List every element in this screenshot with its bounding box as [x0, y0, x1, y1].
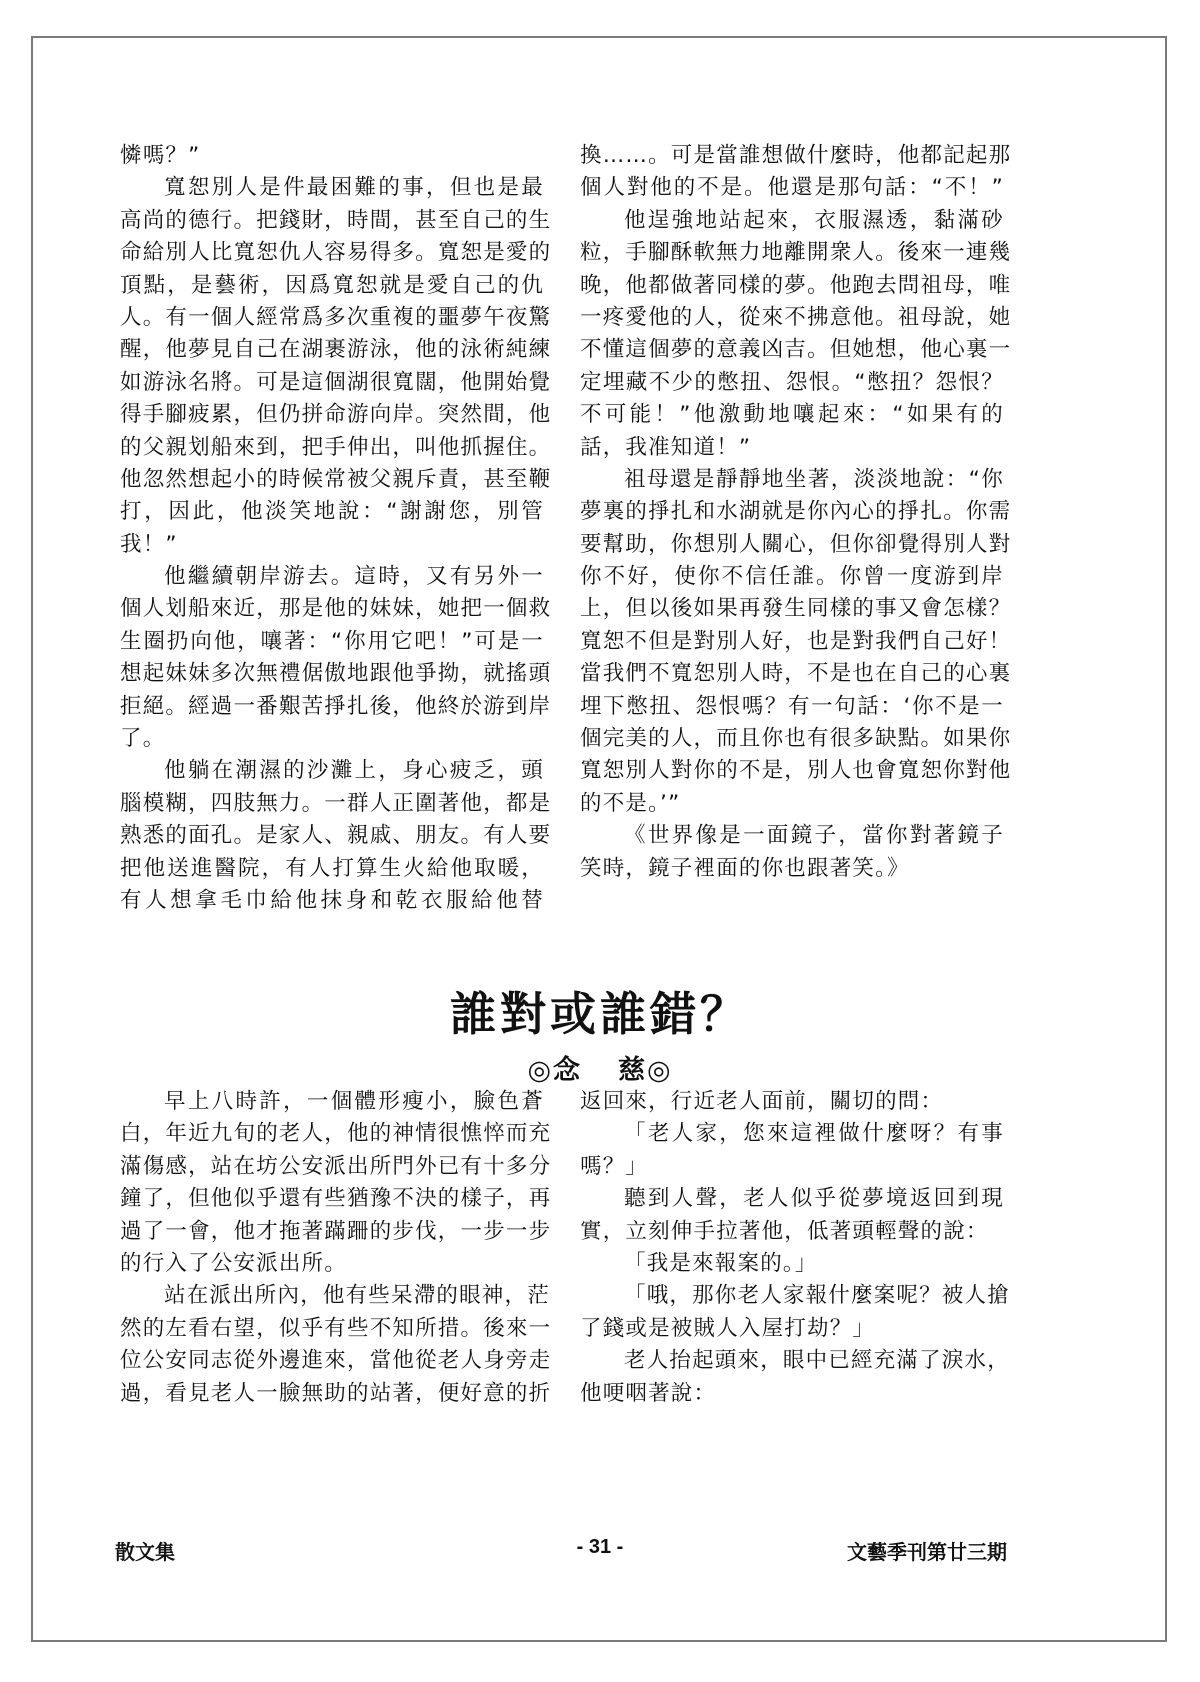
- text-line: 人。有一個人經常爲多次重複的噩夢午夜驚: [120, 304, 552, 330]
- text-line: 了錢或是被賊人入屋打劫？」: [580, 1315, 876, 1341]
- text-line: 要幫助，你想別人關心，但你卻覺得別人對: [580, 531, 1012, 557]
- text-line: 白，年近九旬的老人，他的神情很憔悴而充: [120, 1121, 552, 1147]
- text-line: 有人想拿毛巾給他抹身和乾衣服給他替: [120, 887, 544, 913]
- text-line: 站在派出所內，他有些呆滯的眼神，茫: [164, 1283, 550, 1309]
- article2-author: [0, 1048, 1200, 1087]
- text-line: 「我是來報案的。」: [624, 1250, 818, 1276]
- text-line: 熟悉的面孔。是家人、親戚、朋友。有人要: [120, 823, 552, 849]
- text-line: 他躺在潮濕的沙灘上，身心疲乏，頭: [164, 758, 544, 784]
- text-line: 返回來，行近老人面前，關切的問：: [580, 1089, 944, 1114]
- text-line: 命給別人比寬恕仇人容易得多。寬恕是愛的: [120, 240, 552, 266]
- text-line: 老人抬起頭來，眼中已經充滿了淚水，: [624, 1348, 1010, 1374]
- text-line: 高尚的德行。把錢財，時間，甚至自己的生: [120, 207, 552, 233]
- text-line: 不可能！”他激動地嚷起來：“如果有的: [580, 402, 1004, 428]
- text-line: 祖母還是靜靜地坐著，淡淡地說：“你: [624, 466, 1004, 492]
- text-line: 「老人家，您來這裡做什麼呀？有事: [624, 1121, 1004, 1147]
- text-line: 醒，他夢見自己在湖裹游泳，他的泳術純練: [120, 337, 552, 363]
- footer-section-name: 散文集: [115, 1542, 175, 1564]
- text-line: 過，看見老人一臉無助的站著，便好意的折: [120, 1380, 552, 1406]
- text-line: 當我們不寬恕別人時，不是也在自己的心裏: [580, 661, 1012, 687]
- text-line: 鐘了，但他似乎還有些猶豫不決的樣子，再: [120, 1186, 552, 1212]
- text-line: 話，我准知道！”: [580, 434, 752, 460]
- text-line: 寬恕別人是件最困難的事，但也是最: [164, 175, 544, 201]
- text-line: 滿傷感，站在坊公安派出所門外已有十多分: [120, 1153, 552, 1179]
- text-line: 寬恕別人對你的不是，別人也會寬恕你對他: [580, 758, 1012, 784]
- article2-title: 誰對或誰錯？: [450, 987, 750, 1041]
- text-line: 實，立刻伸手拉著他，低著頭輕聲的說：: [580, 1218, 989, 1244]
- author-prefix: ◎念: [527, 1055, 582, 1086]
- text-line: 他逞強地站起來，衣服濕透，黏滿砂: [624, 207, 1004, 233]
- text-line: 嗎？」: [580, 1153, 649, 1179]
- text-line: 打，因此，他淡笑地說：“謝謝您，別管: [120, 499, 544, 525]
- text-line: 生圈扔向他，嚷著：“你用它吧！”可是一: [120, 628, 544, 654]
- text-line: 腦模糊，四肢無力。一群人正圍著他，都是: [120, 790, 552, 816]
- text-line: 埋下憋扭、怨恨嗎？有一句話：‘你不是一: [580, 693, 1004, 719]
- text-line: 早上八時許，一個體形瘦小，臉色蒼: [164, 1089, 544, 1114]
- text-line: 他忽然想起小的時候常被父親斥責，甚至鞭: [120, 466, 552, 492]
- text-line: 粒，手腳酥軟無力地離開衆人。後來一連幾: [580, 240, 1012, 266]
- text-line: 一疼愛他的人，從來不拂意他。祖母說，她: [580, 304, 1012, 330]
- text-line: 如游泳名將。可是這個湖很寬闊，他開始覺: [120, 369, 552, 395]
- text-line: 他繼續朝岸游去。這時，又有另外一: [164, 564, 544, 590]
- text-line: 憐嗎？”: [120, 143, 201, 168]
- text-line: 「哦，那你老人家報什麼案呢？被人搶: [624, 1283, 1010, 1309]
- text-line: 你不好，使你不信任誰。你曾一度游到岸: [580, 564, 1004, 590]
- text-line: 位公安同志從外邊進來，當他從老人身旁走: [120, 1348, 552, 1374]
- text-line: 晚，他都做著同樣的夢。他跑去問祖母，唯: [580, 272, 1012, 298]
- text-line: 得手腳疲累，但仍拼命游向岸。突然間，他: [120, 402, 552, 428]
- text-line: 的不是。’”: [580, 790, 681, 816]
- text-line: 過了一會，他才拖著蹣跚的步伐，一步一步: [120, 1218, 552, 1244]
- text-line: 上，但以後如果再發生同樣的事又會怎樣？: [580, 596, 1012, 622]
- text-line: 我！”: [120, 531, 178, 557]
- text-line: 想起妹妹多次無禮倨傲地跟他爭拗，就搖頭: [120, 661, 552, 687]
- text-line: 的行入了公安派出所。: [120, 1250, 348, 1276]
- footer-publication-issue: 文藝季刊第廿三期: [847, 1542, 1007, 1564]
- text-line: 個人對他的不是。他還是那句話：“不！”: [580, 175, 1004, 201]
- text-line: 換……。可是當誰想做什麼時，他都記起那: [580, 143, 1012, 168]
- article1-left-column: [120, 140, 552, 917]
- text-line: 定埋藏不少的憋扭、怨恨。“憋扭？怨恨？: [580, 369, 1004, 395]
- text-line: 個完美的人，而且你也有很多缺點。如果你: [580, 726, 1012, 752]
- text-line: 了。: [120, 726, 166, 752]
- article2-left-column: [120, 1086, 552, 1410]
- author-suffix: 慈◎: [618, 1055, 673, 1086]
- text-line: 然的左看右望，似乎有些不知所措。後來一: [120, 1315, 552, 1341]
- text-line: 聽到人聲，老人似乎從夢境返回到現: [624, 1186, 1004, 1212]
- text-line: 把他送進醫院，有人打算生火給他取暖，: [120, 855, 544, 881]
- text-line: 笑時，鏡子裡面的你也跟著笑。》: [580, 855, 910, 881]
- text-line: 不懂這個夢的意義凶吉。但她想，他心裏一: [580, 337, 1012, 363]
- text-line: 個人划船來近，那是他的妹妹，她把一個救: [120, 596, 552, 622]
- text-line: 他哽咽著說：: [580, 1380, 717, 1406]
- text-line: 的父親划船來到，把手伸出，叫他抓握住。: [120, 434, 552, 460]
- article1-right-column: [580, 140, 1012, 885]
- footer-page-number: - 31 -: [576, 1536, 624, 1558]
- text-line: 夢裏的掙扎和水湖就是你內心的掙扎。你需: [580, 499, 1012, 525]
- text-line: 拒絕。經過一番艱苦掙扎後，他終於游到岸: [120, 693, 552, 719]
- text-line: 頂點，是藝術，因爲寬恕就是愛自己的仇: [120, 272, 544, 298]
- text-line: 寬恕不但是對別人好，也是對我們自己好！: [580, 628, 1012, 654]
- text-line: 《世界像是一面鏡子，當你對著鏡子: [624, 823, 1004, 849]
- article2-right-column: [580, 1086, 1010, 1410]
